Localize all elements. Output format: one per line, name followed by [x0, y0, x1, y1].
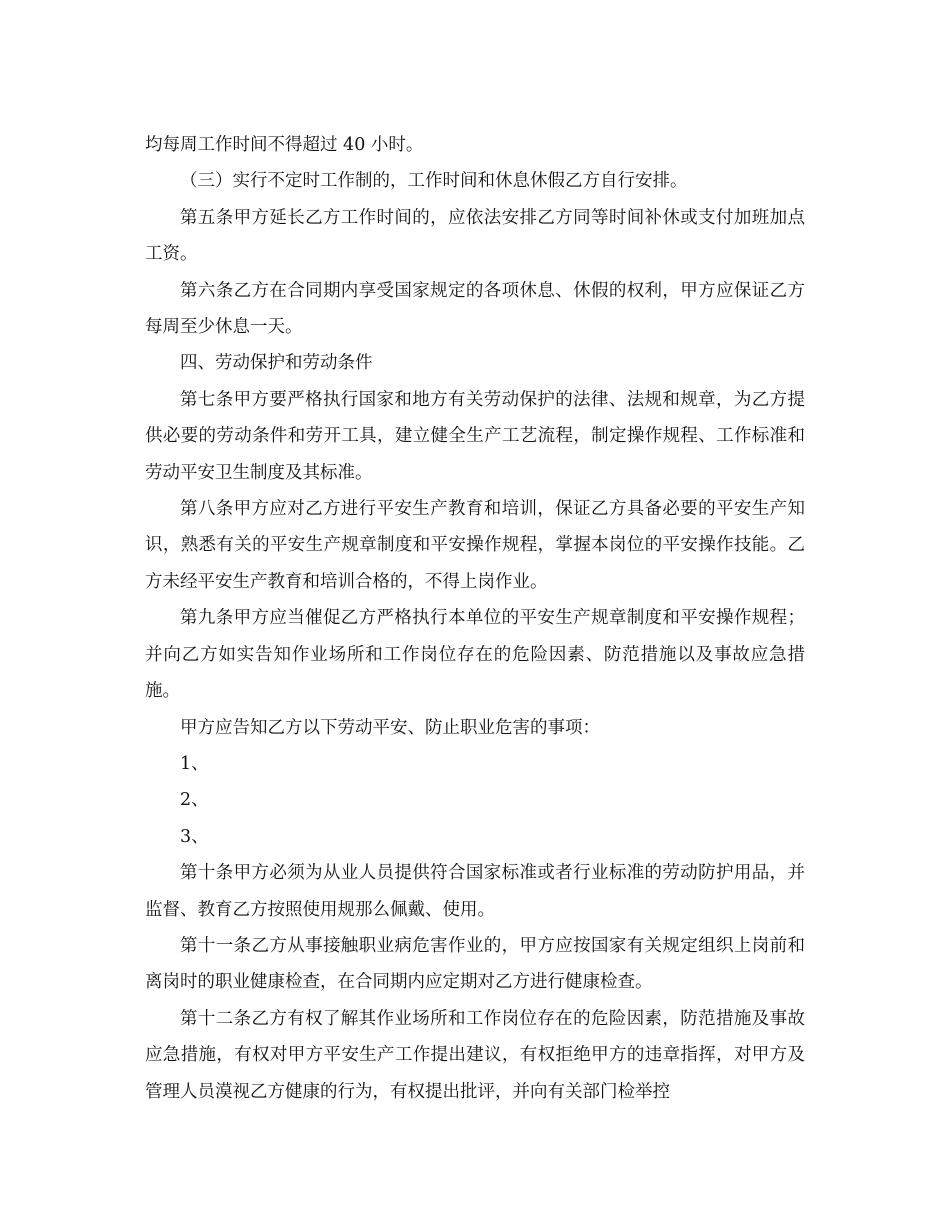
list-item-1: 1、: [180, 753, 209, 774]
paragraph-article-12: 第十二条乙方有权了解其作业场所和工作岗位存在的危险因素，防范措施及事故应急措施，有权对甲方平安生产工作提出建议，有权拒绝甲方的违章指挥，对甲方及管理人员漠视乙方健康的行为，有权提出批评，并向有关部门检举控: [145, 1008, 805, 1102]
paragraph-article-7: 第七条甲方要严格执行国家和地方有关劳动保护的法律、法规和规章，为乙方提供必要的劳动条件和劳开工具，建立健全生产工艺流程，制定操作规程、工作标准和劳动平安卫生制度及其标准。: [145, 389, 805, 483]
paragraph-continuation: 均每周工作时间不得超过 40 小时。: [145, 135, 424, 155]
paragraph-article-9: 第九条甲方应当催促乙方严格执行本单位的平安生产规章制度和平安操作规程；并向乙方如实告知作业场所和工作岗位存在的危险因素、防范措施以及事故应急措施。: [145, 608, 805, 702]
document-body: [145, 127, 805, 1110]
paragraph-clause-3: （三）实行不定时工作制的，工作时间和休息休假乙方自行安排。: [180, 171, 688, 192]
list-item-3: 3、: [180, 826, 209, 847]
paragraph-article-8: 第八条甲方应对乙方进行平安生产教育和培训，保证乙方具备必要的平安生产知识，熟悉有关的平安生产规章制度和平安操作规程，掌握本岗位的平安操作技能。乙方未经平安生产教育和培训合格的，不得上岗作业。: [145, 499, 805, 592]
section-heading-labor-protection: 四、劳动保护和劳动条件: [180, 353, 373, 374]
paragraph-article-6: 第六条乙方在合同期内享受国家规定的各项休息、休假的权利，甲方应保证乙方每周至少休息一天。: [145, 280, 805, 338]
paragraph-article-5: 第五条甲方延长乙方工作时间的，应依法安排乙方同等时间补休或支付加班加点工资。: [145, 207, 805, 265]
list-item-2: 2、: [180, 790, 209, 811]
paragraph-article-11: 第十一条乙方从事接触职业病危害作业的，甲方应按国家有关规定组织上岗前和离岗时的职业健康检查，在合同期内应定期对乙方进行健康检查。: [145, 935, 805, 993]
paragraph-notice-items-intro: 甲方应告知乙方以下劳动平安、防止职业危害的事项：: [180, 717, 600, 738]
paragraph-article-10: 第十条甲方必须为从业人员提供符合国家标准或者行业标准的劳动防护用品，并监督、教育乙方按照使用规那么佩戴、使用。: [145, 863, 805, 920]
